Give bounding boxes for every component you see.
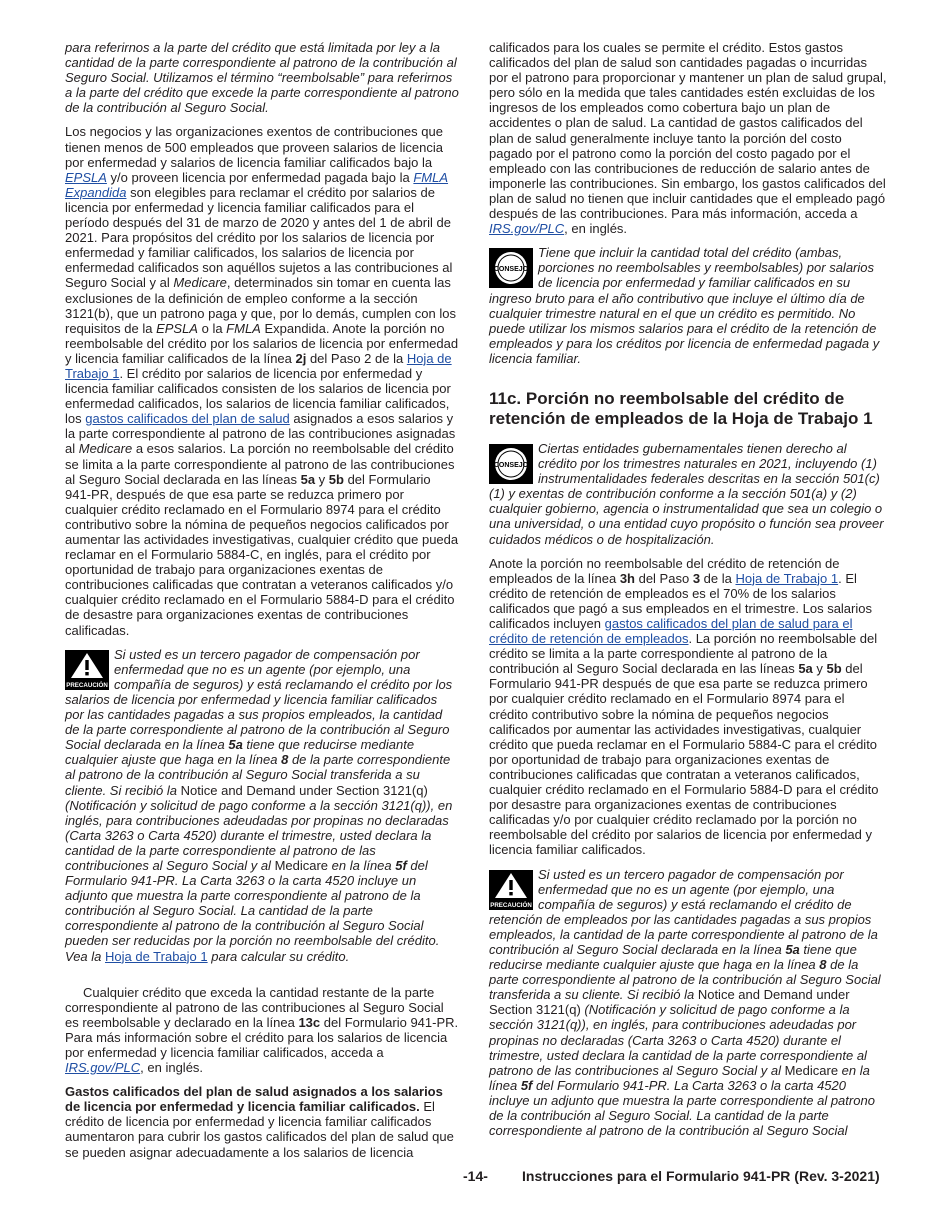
irs-gov-plc-link[interactable]: IRS.gov/PLC: [65, 1060, 141, 1076]
health-plan-continued: calificados para los cuales se permite el crédito. Estos gastos calificados del plan de salud son cantidades pagadas o incurridas por el patrono para proporcionar y mantener un plan de salud grupal, pero sólo en la medida que tales cantidades estén excluidas de los ingresos de los empleados como cobertura bajo un plan de accidentes o plan de salud. La cantidad de gastos calificados del plan de salud generalmente incluye tanto la porción del costo pagado por el patrono como la porción del costo pagado por el empleado con las contribuciones de reducción de salario antes de imponerle las contribuciones. Sin embargo, los gastos calificados del plan de salud no tienen que incluir cantidades que el empleado pagó después de las contribuciones. Para más información, acceda a IRS.gov/PLC, en inglés.: [489, 40, 887, 237]
caution-note-right: PRECAUCIÓN Si usted es un tercero pagador de compensación por enfermedad que no es un agente (por ejemplo, una compañía de seguros) y está reclamando el crédito de retención de empleados por las cantidades pagadas a sus propios empleados, la cantidad de la parte correspondiente al patrono de la contribución al Seguro Social declarada en la línea 5a tiene que reducirse mediante cualquier ajuste que haga en la línea 8 de la parte correspondiente al patrono de la contribución al Seguro Social transferida a su cliente. Si recibió la Notice and Demand under Section 3121(q) (Notificación y solicitud de pago conforme a la sección 3121(q)), en inglés, para contribuciones adeudadas por propinas no declaradas (Carta 3263 o Carta 4520) durante el trimestre, usted declara la cantidad de la parte correspondiente al patrono de las contribuciones al Seguro Social y al Medicare en la línea 5f del Formulario 941-PR. La Carta 3263 o la carta 4520 incluye un adjunto que muestra la parte correspondiente al patrono de la contribución al Seguro Social. La cantidad de la parte correspondiente al patrono de la contribución al Seguro Social: [489, 866, 881, 1139]
caution-icon: [489, 870, 533, 910]
fmla-expandida-link[interactable]: FMLA Expandida: [65, 169, 449, 200]
hoja-de-trabajo-1-link-caution[interactable]: Hoja de Trabajo 1: [105, 948, 208, 964]
tip-icon: [489, 444, 533, 484]
gastos-retencion-link[interactable]: gastos calificados del plan de salud para el crédito de retención de empleados: [489, 616, 853, 647]
tip-note-2: CONSEJO Ciertas entidades gubernamentales tienen derecho al crédito por los trimestres naturales en 2021, incluyendo (1) instrumentalidades federales descritas en la sección 501(c)(1) y exentas de contribución conforme a la sección 501(a) y (2) cualquier gobierno, agencia o instrumentalidad que sea un colegio o una universidad, o una entidad cuyo propósito o función sea proveer cuidados médicos o de hospitalización.: [489, 440, 884, 547]
epsla-link[interactable]: EPSLA: [65, 169, 107, 185]
hoja-de-trabajo-1-link-right[interactable]: Hoja de Trabajo 1: [735, 570, 839, 586]
left-column: [65, 40, 459, 1169]
caution-label: PRECAUCIÓN: [490, 901, 532, 909]
footer-title: Instrucciones para el Formulario 941-PR (Rev. 3-2021): [522, 1168, 880, 1184]
page-number: -14-: [463, 1168, 488, 1184]
tip-icon: [489, 248, 533, 288]
intro-paragraph: para referirnos a la parte del crédito que está limitada por ley a la cantidad de la parte correspondiente al patrono de la contribución al Seguro Social. Utilizamos el término “reembolsable” para referirnos a la parte del crédito que excede la parte correspondiente al patrono de la contribución al Seguro Social.: [65, 40, 459, 116]
gastos-calificados-link[interactable]: gastos calificados del plan de salud: [85, 411, 290, 427]
tip-label: CONSEJO: [493, 266, 529, 274]
section-heading-11c: 11c. Porción no reembolsable del crédito de retención de empleados de la Hoja de Trabajo 1: [489, 388, 873, 428]
caution-icon: [65, 650, 109, 690]
tip-note-1: CONSEJO Tiene que incluir la cantidad total del crédito (ambas, porciones no reembolsables y reembolsables) por salarios de licencia por enfermedad y familiar calificados en su ingreso bruto para el año contributivo que incluye el último día de cualquier trimestre natural en el que un crédito es permitido. No puede utilizar los mismos salarios para el crédito de la retención de empleados y para los créditos por licencia de enfermedad pagada y licencia familiar.: [489, 245, 880, 366]
caution-label: PRECAUCIÓN: [66, 681, 108, 689]
refundable-paragraph: Cualquier crédito que exceda la cantidad restante de la parte correspondiente al patrono de las contribuciones al Seguro Social es reembolsable y declarado en la línea 13c del Formulario 941-PR. Para más información sobre el crédito para los salarios de licencia por enfermedad y licencia familiar calificados, acceda a IRS.gov/PLC, en inglés.: [65, 984, 459, 1076]
hoja-de-trabajo-1-link[interactable]: Hoja de Trabajo 1: [65, 350, 452, 381]
tip-label: CONSEJO: [493, 461, 529, 469]
irs-gov-plc-link-right[interactable]: IRS.gov/PLC: [489, 221, 565, 237]
health-plan-paragraph: Gastos calificados del plan de salud asignados a los salarios de licencia por enfermedad y licencia familiar calificados. El crédito de licencia por enfermedad y licencia familiar calificados aumentaron para cubrir los gastos calificados del plan de salud que se pueden asignar adecuadamente a los salarios de licencia: [65, 1084, 454, 1160]
eligibility-paragraph: Los negocios y las organizaciones exentos de contribuciones que tienen menos de 500 empleados que proveen salarios de licencia por enfermedad y salarios de licencia familiar calificados bajo la EPSLA y/o proveen licencia por enfermedad pagada bajo la FMLA Expandida son elegibles para reclamar el crédito por salarios de licencia por enfermedad y licencia familiar calificados para el período después del 31 de marzo de 2020 y antes del 1 de abril de 2021. Para propósitos del crédito por los salarios de licencia por enfermedad y familiar calificados, los salarios de licencia por enfermedad calificados son aquéllos sujetos a las contribuciones al Seguro Social y al Medicare, determinados sin tomar en cuenta las exclusiones de la definición de empleo conforme a la sección 3121(b), que un patrono paga y que, por lo demás, cumplen con los requisitos de la EPSLA o la FMLA Expandida. Anote la porción no reembolsable del crédito por los salarios de licencia por enfermedad y licencia familiar calificados de la línea 2j del Paso 2 de la Hoja de Trabajo 1. El crédito por salarios de licencia por enfermedad y licencia familiar calificados consisten de los salarios de licencia por enfermedad calificados, los salarios de licencia familiar calificados, los gastos calificados del plan de salud asignados a esos salarios y la parte correspondiente al patrono de las contribuciones asignadas al Medicare a esos salarios. La porción no reembolsable del crédito se limita a la parte correspondiente al patrono de las contribuciones al Seguro Social declarada en las líneas 5a y 5b del Formulario 941-PR, después de que esa parte se reduzca primero por cualquier crédito reclamado en el Formulario 8974 para el crédito contributivo sobre la nómina de pequeños negocios calificados por aumentar las actividades investigativas, cualquier crédito que pueda reclamar en el Formulario 5884-C, en inglés, para el crédito por oportunidad de trabajo para organizaciones exentas de contribuciones calificadas que contratan a veteranos calificados y/o cualquier crédito reclamado en el Formulario 5884-D para el crédito de desastre para organizaciones exentas de contribuciones calificadas.: [65, 124, 459, 638]
caution-note: PRECAUCIÓN Si usted es un tercero pagador de compensación por enfermedad que no es un agente (por ejemplo, una compañía de seguros) y está reclamando el crédito por los salarios de licencia por enfermedad y licencia familiar calificados por las cantidades pagadas a sus propios empleados, la cantidad de la parte correspondiente al patrono de la contribución al Seguro Social declarada en la línea 5a tiene que reducirse mediante cualquier ajuste que haga en la línea 8 de la parte correspondiente al patrono de la contribución al Seguro Social transferida a su cliente. Si recibió la Notice and Demand under Section 3121(q) (Notificación y solicitud de pago conforme a la sección 3121(q)), en inglés, para contribuciones adeudadas por propinas no declaradas (Carta 3263 o Carta 4520) durante el trimestre, usted declara la cantidad de la parte correspondiente al patrono de las contribuciones al Seguro Social y al Medicare en la línea 5f del Formulario 941-PR. La Carta 3263 o la carta 4520 incluye un adjunto que muestra la parte correspondiente al patrono de la contribución al Seguro Social. La cantidad de la parte correspondiente al patrono de la contribución al Seguro Social pueden ser reducidas por la porción no reembolsable del crédito. Vea la Hoja de Trabajo 1 para calcular su crédito.: [65, 646, 453, 964]
retention-credit-paragraph: Anote la porción no reembolsable del crédito de retención de empleados de la línea 3h del Paso 3 de la Hoja de Trabajo 1. El crédito de retención de empleados es el 70% de los salarios calificados que pagó a sus empleados en el trimestre. Los salarios calificados incluyen gastos calificados del plan de salud para el crédito de retención de empleados. La porción no reembolsable del crédito se limita a la parte correspondiente al patrono de la contribución al Seguro Social declarada en las líneas 5a y 5b del Formulario 941-PR después de que esa parte se reduzca primero por cualquier crédito reclamado en el Formulario 8974 para el crédito contributivo sobre la nómina de pequeños negocios calificados por aumentar las actividades investigativas, cualquier crédito que pueda reclamar en el Formulario 5884-C para el crédito por oportunidad de trabajo para organizaciones exentas de contribuciones calificadas que contratan a veteranos calificados, cualquier crédito reclamado en el Formulario 5884-D para el crédito por desastre para organizaciones exentas de contribuciones calificadas y/o por cualquier crédito reclamado por la porción no reembolsable del crédito por salarios de licencia por enfermedad y licencia familiar calificados.: [489, 555, 879, 858]
right-column: [489, 40, 887, 1147]
